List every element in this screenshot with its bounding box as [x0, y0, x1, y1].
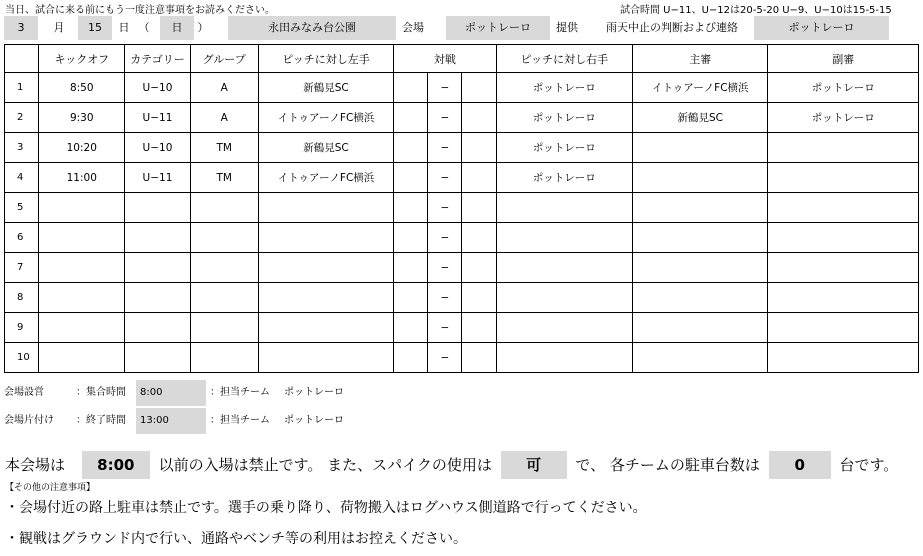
table-row [5, 283, 919, 313]
left-score-cell [394, 343, 428, 373]
left-team-cell: 新鶴見SC [258, 73, 393, 103]
row-no: 9 [5, 313, 39, 343]
vs-cell: − [428, 283, 462, 313]
referee-cell: 新鶴見SC [633, 103, 768, 133]
right-team-cell [496, 283, 632, 313]
provider-name: ポットレーロ [446, 16, 550, 40]
setup-team-label: ：担当チーム [210, 387, 270, 398]
kickoff-cell [39, 193, 125, 223]
group-cell [190, 223, 258, 253]
right-score-cell [462, 343, 496, 373]
note-item: ・観戦はグラウンド内で行い、通路やベンチ等の利用はお控えください。 [5, 531, 467, 547]
group-cell [190, 313, 258, 343]
kickoff-cell [39, 313, 125, 343]
right-score-cell [462, 163, 496, 193]
group-cell [190, 193, 258, 223]
referee-cell: イトゥアーノFC横浜 [633, 73, 768, 103]
category-cell [125, 193, 190, 223]
right-team-cell [496, 193, 632, 223]
left-score-cell [394, 133, 428, 163]
right-team-cell [496, 313, 632, 343]
left-score-cell [394, 223, 428, 253]
left-team-cell: イトゥアーノFC横浜 [258, 103, 393, 133]
entry-prefix: 本会場は [5, 456, 66, 474]
vs-cell: − [428, 133, 462, 163]
left-score-cell [394, 253, 428, 283]
assistant-cell: ポットレーロ [768, 103, 919, 133]
referee-cell [633, 133, 768, 163]
group-cell [190, 283, 258, 313]
schedule-table [4, 44, 919, 373]
group-cell: TM [190, 133, 258, 163]
left-score-cell [394, 73, 428, 103]
right-team-cell [496, 343, 632, 373]
paren-open: （ [138, 21, 150, 34]
parking-count: 0 [769, 451, 831, 479]
row-no: 1 [5, 73, 39, 103]
vs-cell: − [428, 223, 462, 253]
entry-mid1: 以前の入場は禁止です。 また、スパイクの使用は [158, 456, 492, 474]
entry-mid2: で、 各チームの駐車台数は [575, 456, 760, 474]
setup-label: 会場設営 [4, 387, 44, 398]
left-score-cell [394, 103, 428, 133]
left-team-cell [258, 193, 393, 223]
header-referee: 主審 [633, 45, 768, 73]
vs-cell: − [428, 103, 462, 133]
category-cell: U−11 [125, 163, 190, 193]
referee-cell [633, 193, 768, 223]
entry-rules-line [5, 451, 898, 479]
assistant-cell: ポットレーロ [768, 73, 919, 103]
right-team-cell: ポットレーロ [496, 133, 632, 163]
right-score-cell [462, 313, 496, 343]
right-team-cell [496, 253, 632, 283]
right-team-cell [496, 223, 632, 253]
row-no: 10 [5, 343, 39, 373]
cleanup-team-label: ：担当チーム [210, 415, 270, 426]
month-value: 3 [4, 16, 38, 40]
assistant-cell [768, 313, 919, 343]
kickoff-cell: 10:20 [39, 133, 125, 163]
left-score-cell [394, 163, 428, 193]
header-note: 当日、試合に来る前にもう一度注意事項をお読みください。 [5, 5, 275, 16]
month-label: 月 [53, 21, 65, 34]
category-cell [125, 253, 190, 283]
right-score-cell [462, 223, 496, 253]
row-no: 2 [5, 103, 39, 133]
row-no: 8 [5, 283, 39, 313]
referee-cell [633, 343, 768, 373]
header-no [5, 45, 39, 73]
category-cell [125, 313, 190, 343]
setup-team: ポットレーロ [284, 387, 344, 398]
right-team-cell: ポットレーロ [496, 163, 632, 193]
category-cell [125, 283, 190, 313]
left-team-cell [258, 343, 393, 373]
assistant-cell [768, 343, 919, 373]
referee-cell [633, 313, 768, 343]
cleanup-label: 会場片付け [4, 415, 54, 426]
header-left-team: ピッチに対し左手 [258, 45, 393, 73]
table-row [5, 223, 919, 253]
right-score-cell [462, 103, 496, 133]
row-no: 7 [5, 253, 39, 283]
assistant-cell [768, 163, 919, 193]
header-right-team: ピッチに対し右手 [496, 45, 632, 73]
paren-close: ） [197, 21, 209, 34]
category-cell [125, 223, 190, 253]
rain-label: 雨天中止の判断および連絡 [606, 21, 738, 34]
table-row [5, 253, 919, 283]
vs-cell: − [428, 253, 462, 283]
table-header-row [5, 45, 919, 73]
setup-time: 8:00 [136, 380, 206, 406]
right-score-cell [462, 133, 496, 163]
right-score-cell [462, 253, 496, 283]
group-cell: A [190, 103, 258, 133]
row-no: 4 [5, 163, 39, 193]
category-cell: U−10 [125, 73, 190, 103]
referee-cell [633, 253, 768, 283]
kickoff-cell: 11:00 [39, 163, 125, 193]
match-time-note: 試合時間 U−11、U−12は20-5-20 U−9、U−10は15-5-15 [620, 5, 892, 16]
left-score-cell [394, 283, 428, 313]
table-row [5, 343, 919, 373]
kickoff-cell [39, 343, 125, 373]
table-row [5, 133, 919, 163]
right-score-cell [462, 283, 496, 313]
assistant-cell [768, 283, 919, 313]
vs-cell: − [428, 193, 462, 223]
row-no: 6 [5, 223, 39, 253]
entry-time: 8:00 [82, 451, 150, 479]
entry-suffix: 台です。 [839, 456, 899, 474]
note-item: ・会場付近の路上駐車は禁止です。選手の乗り降り、荷物搬入はログハウス側道路で行ってください。 [5, 500, 647, 516]
event-meta-row [4, 16, 919, 40]
referee-cell [633, 283, 768, 313]
vs-cell: − [428, 163, 462, 193]
kickoff-cell [39, 223, 125, 253]
rain-contact: ポットレーロ [754, 16, 889, 40]
cleanup-time: 13:00 [136, 408, 206, 434]
assistant-cell [768, 253, 919, 283]
category-cell [125, 343, 190, 373]
header-assistant: 副審 [768, 45, 919, 73]
day-label: 日 [118, 21, 130, 34]
referee-cell [633, 163, 768, 193]
group-cell: A [190, 73, 258, 103]
cleanup-row [4, 408, 344, 434]
right-score-cell [462, 193, 496, 223]
header-category: カテゴリー [125, 45, 190, 73]
vs-cell: − [428, 343, 462, 373]
kickoff-cell: 8:50 [39, 73, 125, 103]
kickoff-cell [39, 253, 125, 283]
header-group: グループ [190, 45, 258, 73]
table-row [5, 103, 919, 133]
category-cell: U−11 [125, 103, 190, 133]
row-no: 3 [5, 133, 39, 163]
left-score-cell [394, 193, 428, 223]
group-cell [190, 343, 258, 373]
provider-label: 提供 [556, 21, 578, 34]
group-cell: TM [190, 163, 258, 193]
assistant-cell [768, 133, 919, 163]
kickoff-cell [39, 283, 125, 313]
weekday-value: 日 [160, 16, 194, 40]
header-kickoff: キックオフ [39, 45, 125, 73]
left-team-cell: イトゥアーノFC横浜 [258, 163, 393, 193]
right-score-cell [462, 73, 496, 103]
table-row [5, 193, 919, 223]
cleanup-time-label: ：終了時間 [76, 415, 126, 426]
right-team-cell: ポットレーロ [496, 73, 632, 103]
left-score-cell [394, 313, 428, 343]
kickoff-cell: 9:30 [39, 103, 125, 133]
category-cell: U−10 [125, 133, 190, 163]
vs-cell: − [428, 313, 462, 343]
vs-cell: − [428, 73, 462, 103]
right-team-cell: ポットレーロ [496, 103, 632, 133]
day-value: 15 [78, 16, 112, 40]
group-cell [190, 253, 258, 283]
left-team-cell: 新鶴見SC [258, 133, 393, 163]
notes-title: 【その他の注意事項】 [5, 483, 96, 493]
left-team-cell [258, 253, 393, 283]
venue-name: 永田みなみ台公園 [228, 16, 396, 40]
cleanup-team: ポットレーロ [284, 415, 344, 426]
row-no: 5 [5, 193, 39, 223]
header-match: 対戦 [394, 45, 496, 73]
assistant-cell [768, 223, 919, 253]
table-row [5, 313, 919, 343]
table-row [5, 73, 919, 103]
left-team-cell [258, 283, 393, 313]
left-team-cell [258, 223, 393, 253]
table-row [5, 163, 919, 193]
assistant-cell [768, 193, 919, 223]
left-team-cell [258, 313, 393, 343]
setup-row [4, 380, 344, 406]
venue-label: 会場 [402, 21, 424, 34]
setup-time-label: ：集合時間 [76, 387, 126, 398]
referee-cell [633, 223, 768, 253]
spike-allowed: 可 [501, 451, 567, 479]
